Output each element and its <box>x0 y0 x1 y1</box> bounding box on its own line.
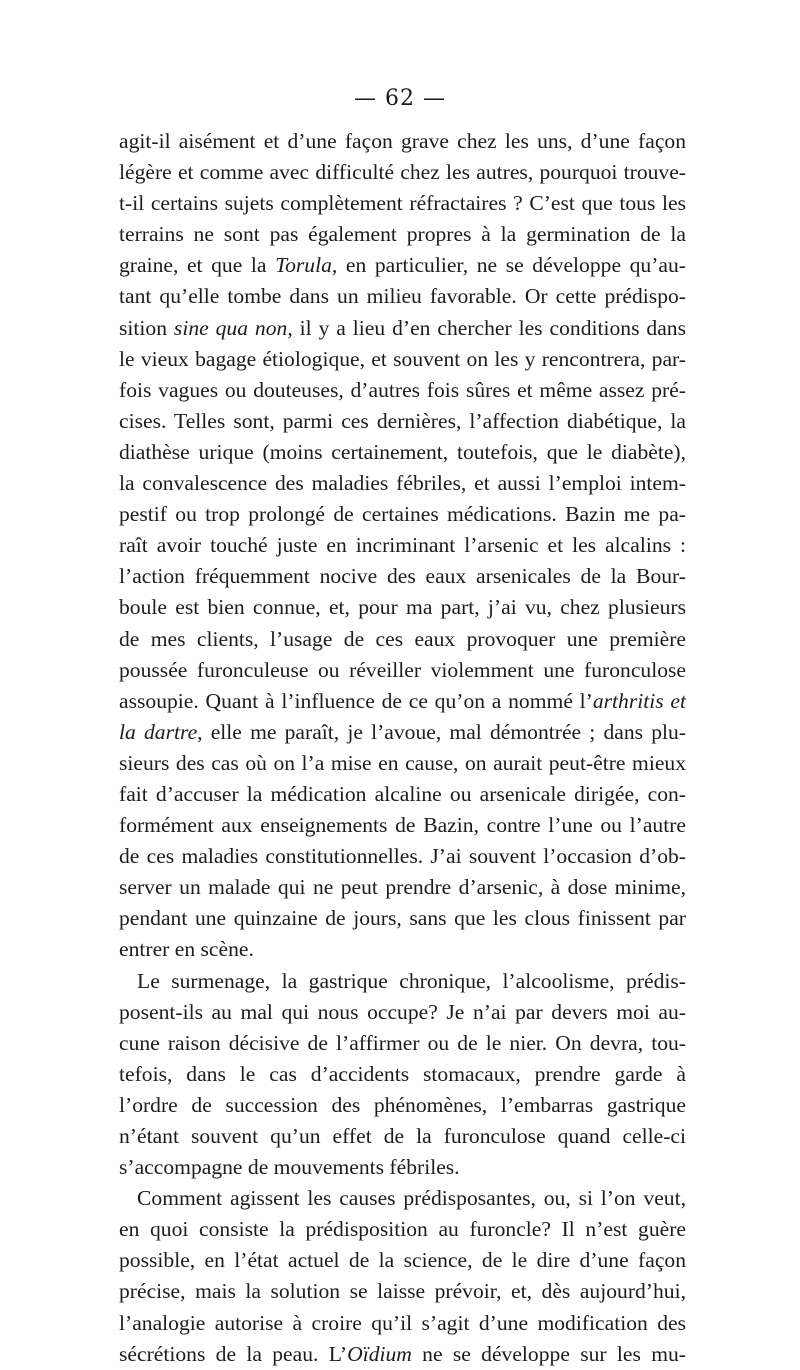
text-line <box>119 1245 686 1276</box>
text-segment: de mes clients, l’usage de ces eaux provoquer une première <box>119 626 686 651</box>
text-segment: , il y a lieu d’en chercher les conditions dans <box>287 315 686 340</box>
italic-text: Torula <box>275 253 332 278</box>
text-line <box>119 313 686 344</box>
text-segment: le vieux bagage étiologique, et souvent on les y rencontrera, par- <box>119 346 686 371</box>
text-segment: sition <box>119 315 174 340</box>
text-line <box>119 468 686 499</box>
text-line <box>119 934 686 965</box>
text-line <box>119 1152 686 1183</box>
text-segment: diathèse urique (moins certainement, toutefois, que le diabète), <box>119 439 686 464</box>
text-segment: ne se développe sur les mu- <box>411 1341 686 1366</box>
text-segment: l’action fréquemment nocive des eaux arsenicales de la Bour- <box>119 564 686 589</box>
text-segment: de ces maladies constitutionnelles. J’ai souvent l’occasion d’ob- <box>119 844 686 869</box>
text-line <box>119 748 686 779</box>
text-segment: boule est bien connue, et, pour ma part, j’ai vu, chez plusieurs <box>119 595 686 620</box>
text-segment: possible, en l’état actuel de la science, de le dire d’une façon <box>119 1248 686 1273</box>
text-segment: précise, mais la solution se laisse prévoir, et, dès aujourd’hui, <box>119 1279 686 1304</box>
text-line <box>119 281 686 312</box>
text-line <box>119 219 686 250</box>
text-line <box>119 499 686 530</box>
text-segment: pestif ou trop prolongé de certaines médications. Bazin me pa- <box>119 502 686 527</box>
text-line <box>119 1121 686 1152</box>
text-line <box>119 592 686 623</box>
text-line <box>119 157 686 188</box>
text-segment: t-il certains sujets complètement réfractaires ? C’est que tous les <box>119 191 686 216</box>
text-segment: graine, et que la <box>119 253 276 278</box>
text-segment: , elle me paraît, je l’avoue, mal démontrée ; dans plu- <box>197 719 686 744</box>
text-line <box>119 624 686 655</box>
text-line <box>119 375 686 406</box>
text-segment: entrer en scène. <box>119 937 254 962</box>
body-text <box>119 126 686 1370</box>
text-segment: cises. Telles sont, parmi ces dernières, l’affection diabétique, la <box>119 408 686 433</box>
italic-text: sine qua non <box>173 315 288 340</box>
text-line <box>119 717 686 748</box>
text-line <box>119 1339 686 1370</box>
text-segment: cune raison décisive de l’affirmer ou de le nier. On devra, tou- <box>119 1030 686 1055</box>
text-line <box>119 406 686 437</box>
italic-text: la dartre <box>119 719 198 744</box>
text-line <box>119 997 686 1028</box>
text-line <box>119 1308 686 1339</box>
text-segment: sécrétions de la peau. L’ <box>119 1341 348 1366</box>
text-line <box>119 250 686 281</box>
text-segment: poussée furonculeuse ou réveiller violemment une furonculose <box>119 657 686 682</box>
text-line <box>119 1059 686 1090</box>
text-line <box>119 655 686 686</box>
text-line <box>119 561 686 592</box>
text-segment: raît avoir touché juste en incriminant l’arsenic et les alcalins : <box>119 533 686 558</box>
text-segment: l’analogie autorise à croire qu’il s’agit d’une modification des <box>119 1310 686 1335</box>
italic-text: Oïdium <box>347 1341 412 1366</box>
text-segment: formément aux enseignements de Bazin, contre l’une ou l’autre <box>119 813 686 838</box>
text-line <box>119 1090 686 1121</box>
text-line <box>119 841 686 872</box>
text-line <box>119 966 686 997</box>
text-line <box>119 344 686 375</box>
text-segment: la convalescence des maladies fébriles, et aussi l’emploi intem- <box>119 471 686 496</box>
text-line <box>119 872 686 903</box>
text-segment: fait d’accuser la médication alcaline ou arsenicale dirigée, con- <box>119 781 686 806</box>
text-line <box>119 1214 686 1245</box>
page-number: — 62 — <box>354 86 446 111</box>
text-segment: fois vagues ou douteuses, d’autres fois sûres et même assez pré- <box>119 377 686 402</box>
text-segment: assoupie. Quant à l’influence de ce qu’on a nommé l’ <box>119 688 593 713</box>
text-segment: agit-il aisément et d’une façon grave chez les uns, d’une façon <box>119 129 686 153</box>
text-segment: tefois, dans le cas d’accidents stomacaux, prendre garde à <box>119 1061 686 1086</box>
text-segment: en quoi consiste la prédisposition au furoncle? Il n’est guère <box>119 1217 686 1242</box>
italic-text: arthritis et <box>592 688 686 713</box>
text-segment: légère et comme avec difficulté chez les autres, pourquoi trouve- <box>119 160 686 185</box>
text-segment: n’étant souvent qu’un effet de la furonculose quand celle-ci <box>119 1124 686 1148</box>
text-segment: pendant une quinzaine de jours, sans que les clous finissent par <box>119 906 686 931</box>
text-segment: Comment agissent les causes prédisposantes, ou, si l’on veut, <box>137 1186 686 1211</box>
text-segment: , en particulier, ne se développe qu’au- <box>331 253 686 278</box>
text-segment: Le surmenage, la gastrique chronique, l’alcoolisme, prédis- <box>137 968 686 993</box>
text-line <box>119 188 686 219</box>
text-line <box>119 1183 686 1214</box>
text-line <box>119 437 686 468</box>
text-segment: server un malade qui ne peut prendre d’arsenic, à dose minime, <box>119 875 686 900</box>
text-segment: l’ordre de succession des phénomènes, l’embarras gastrique <box>119 1092 686 1117</box>
text-segment: posent-ils au mal qui nous occupe? Je n’ai par devers moi au- <box>119 999 686 1024</box>
text-line <box>119 779 686 810</box>
text-line <box>119 810 686 841</box>
text-line <box>119 903 686 934</box>
text-segment: s’accompagne de mouvements fébriles. <box>119 1155 460 1180</box>
text-segment: sieurs des cas où on l’a mise en cause, on aurait peut-être mieux <box>119 750 686 775</box>
text-line <box>119 126 686 157</box>
text-line <box>119 530 686 561</box>
text-line <box>119 686 686 717</box>
text-line <box>119 1276 686 1307</box>
text-segment: tant qu’elle tombe dans un milieu favorable. Or cette prédispo- <box>119 284 686 309</box>
text-line <box>119 1028 686 1059</box>
text-segment: terrains ne sont pas également propres à la germination de la <box>119 222 686 247</box>
